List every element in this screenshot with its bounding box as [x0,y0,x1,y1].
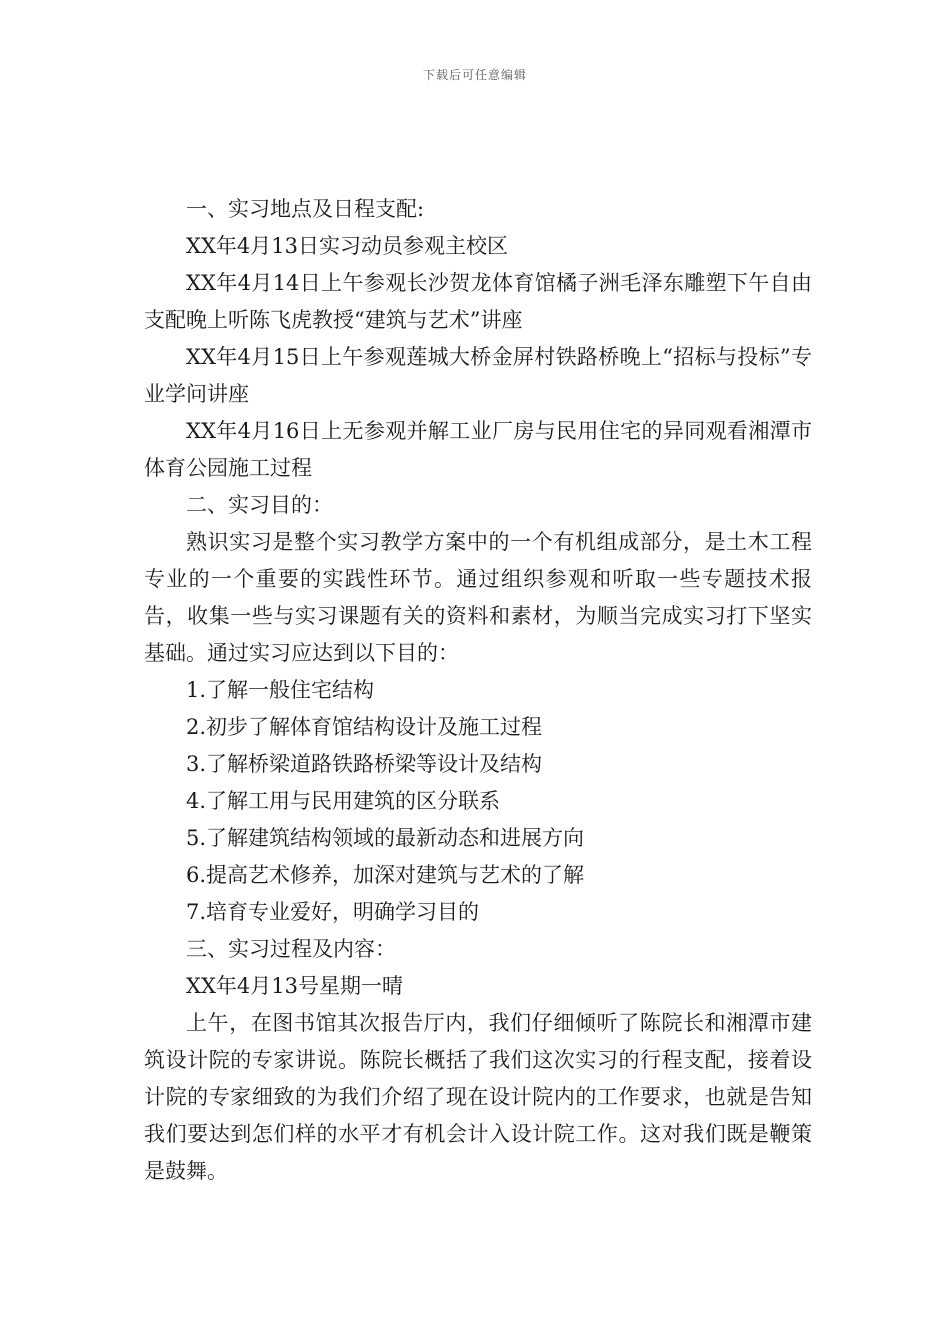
section-heading-schedule: 一、实习地点及日程支配: [186,197,425,221]
schedule-item: XX年4月13日实习动员参观主校区 [186,234,508,258]
purpose-item: 7.培育专业爱好，明确学习目的 [186,900,480,924]
schedule-item: XX年4月14日上午参观长沙贺龙体育馆橘子洲毛泽东雕塑下午自由支配晚上听陈飞虎教授“建筑与艺术”讲座 [144,271,812,332]
section-heading-process: 三、实习过程及内容： [186,937,396,961]
page-header: 下载后可任意编辑 [422,68,527,82]
document-body [144,191,812,1190]
section-heading-purpose: 二、实习目的： [186,493,333,517]
date-line: XX年4月13号星期一晴 [186,974,403,998]
schedule-item: XX年4月15日上午参观莲城大桥金屏村铁路桥晚上“招标与投标”专业学问讲座 [144,345,812,406]
purpose-item: 3.了解桥梁道路铁路桥梁等设计及结构 [186,752,543,776]
purpose-item: 1.了解一般住宅结构 [186,678,375,702]
purpose-item: 4.了解工用与民用建筑的区分联系 [186,789,501,813]
schedule-item: XX年4月16日上无参观并解工业厂房与民用住宅的异同观看湘潭市体育公园施工过程 [144,419,812,480]
purpose-item: 2.初步了解体育馆结构设计及施工过程 [186,715,543,739]
purpose-item: 6.提高艺术修养，加深对建筑与艺术的了解 [186,863,585,887]
body-paragraph: 熟识实习是整个实习教学方案中的一个有机组成部分，是土木工程专业的一个重要的实践性环节。通过组织参观和听取一些专题技术报告，收集一些与实习课题有关的资料和素材，为顺当完成实习打下坚实基础。通过实习应达到以下目的： [144,530,812,665]
purpose-item: 5.了解建筑结构领域的最新动态和进展方向 [186,826,585,850]
body-paragraph: 上午，在图书馆其次报告厅内，我们仔细倾听了陈院长和湘潭市建筑设计院的专家讲说。陈院长概括了我们这次实习的行程支配，接着设计院的专家细致的为我们介绍了现在设计院内的工作要求，也就是告知我们要达到怎们样的水平才有机会计入设计院工作。这对我们既是鞭策是鼓舞。 [144,1011,812,1183]
